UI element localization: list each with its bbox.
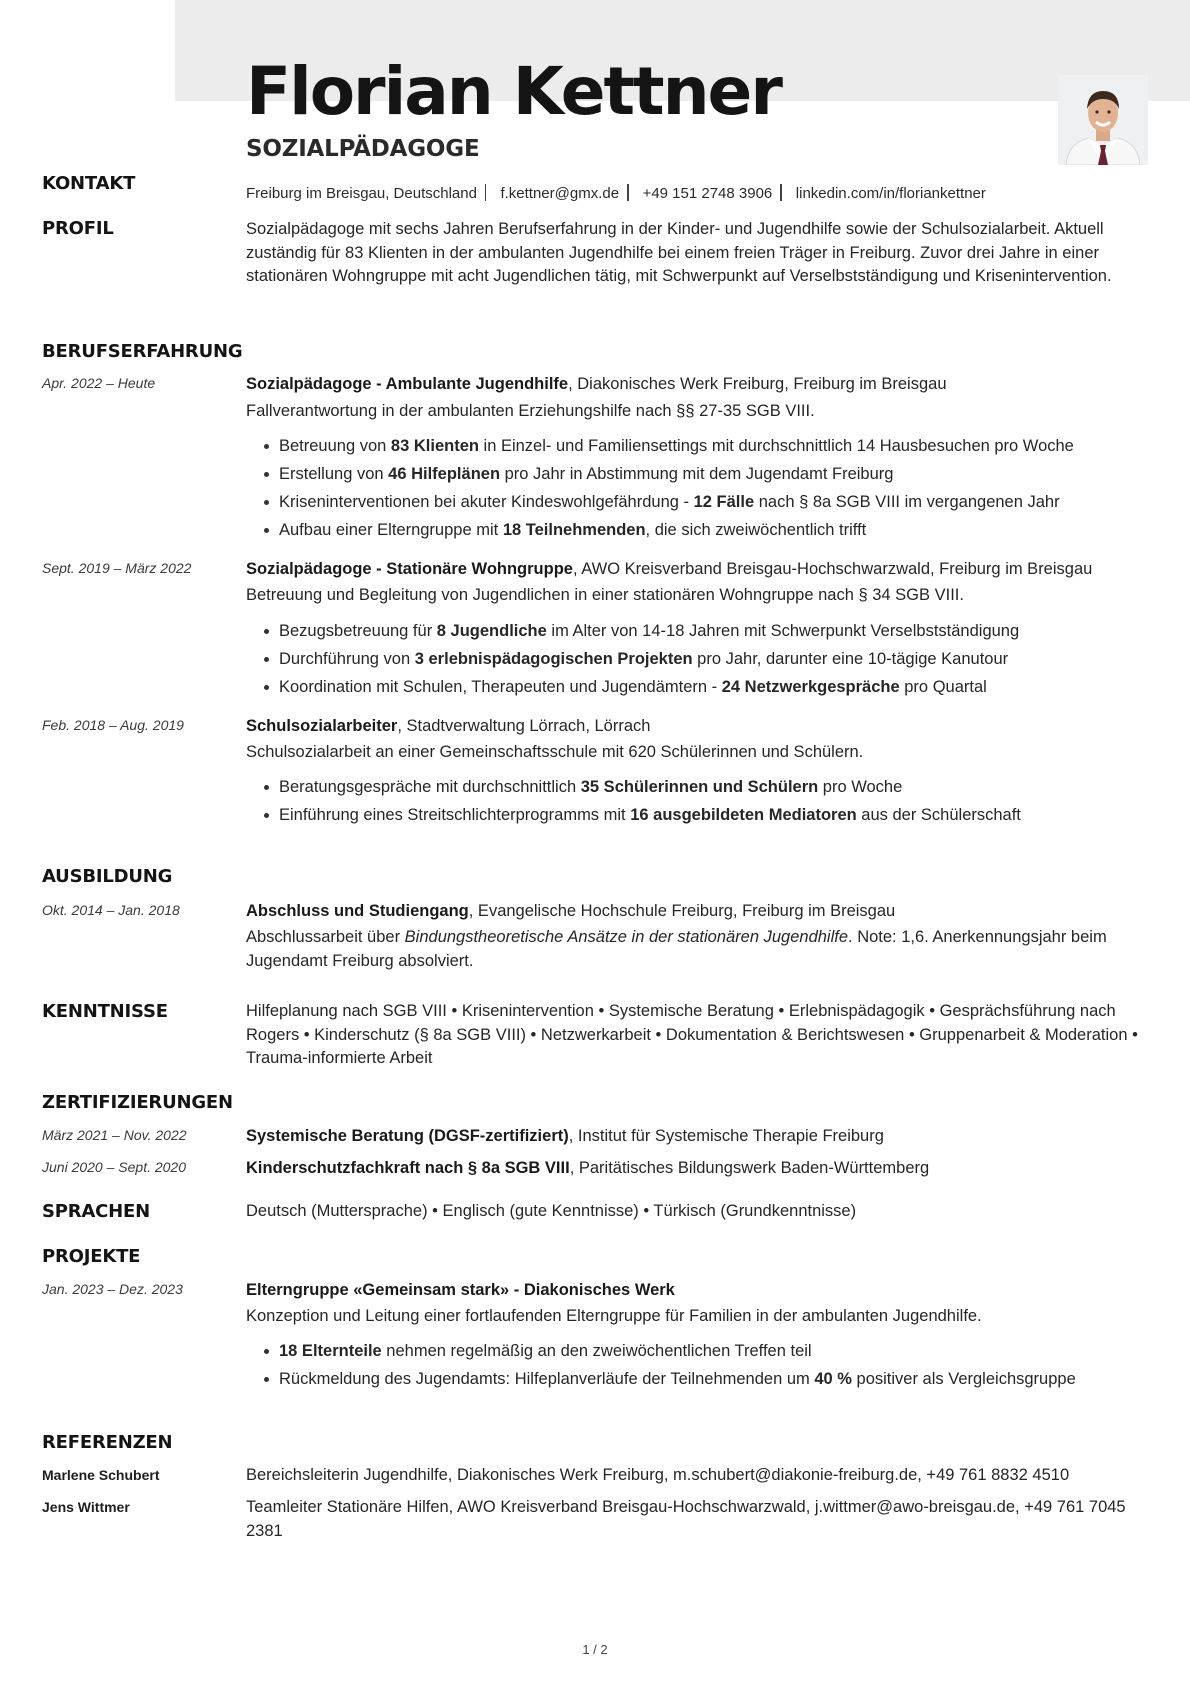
section-title-certifications: ZERTIFIZIERUNGEN <box>42 1092 233 1113</box>
education-title: Abschluss und Studiengang <box>246 902 469 920</box>
list-item <box>262 801 1162 829</box>
bullet-highlight: 40 % <box>814 1370 852 1388</box>
experience-org: , Stadtverwaltung Lörrach, Lörrach <box>397 717 651 735</box>
bullet-text: im Alter von 14-18 Jahren mit Schwerpunkt Verselbstständigung <box>546 622 1020 640</box>
bullet-text: , die sich zweiwöchentlich trifft <box>645 521 867 539</box>
experience-title: Sozialpädagoge - Ambulante Jugendhilfe <box>246 375 569 393</box>
bullet-text: Kriseninterventionen bei akuter Kindeswohlgefährdung - <box>279 493 694 511</box>
experience-description: Fallverantwortung in der ambulanten Erziehungshilfe nach §§ 27-35 SGB VIII. <box>246 402 815 420</box>
bullet-text: pro Jahr, darunter eine 10-tägige Kanutour <box>692 650 1009 668</box>
experience-org: , Diakonisches Werk Freiburg, Freiburg im Breisgau <box>568 375 947 393</box>
contact-divider <box>627 184 629 201</box>
project-heading <box>246 1279 1151 1303</box>
bullet-highlight: 12 Fälle <box>693 493 755 511</box>
section-title-languages: SPRACHEN <box>42 1201 150 1222</box>
page-number: 1 / 2 <box>582 1642 608 1657</box>
experience-title: Schulsozialarbeiter <box>246 717 398 735</box>
profile-photo <box>1058 75 1148 165</box>
bullet-text: pro Quartal <box>899 678 987 696</box>
contact-divider <box>485 184 487 201</box>
reference-details: Teamleiter Stationäre Hilfen, AWO Kreisverband Breisgau-Hochschwarzwald, j.wittmer@awo-breisgau.de, +49 761 7045 2381 <box>246 1498 1126 1540</box>
bullet-text: Betreuung von <box>279 437 391 455</box>
bullet-highlight: 83 Klienten <box>390 437 479 455</box>
experience-bullets <box>262 432 1162 544</box>
bullet-text: nach § 8a SGB VIII im vergangenen Jahr <box>754 493 1060 511</box>
education-desc-text: . Note: 1,6. Anerkennungsjahr beim Jugendamt Freiburg absolviert. <box>246 928 1107 970</box>
bullet-text: Einführung eines Streitschlichterprogramms mit <box>279 806 631 824</box>
section-title-skills: KENNTNISSE <box>42 1001 168 1022</box>
list-item <box>262 617 1162 645</box>
section-title-references: REFERENZEN <box>42 1432 173 1453</box>
experience-date: Apr. 2022 – Heute <box>42 375 156 391</box>
list-item <box>262 673 1162 701</box>
section-title-experience: BERUFSERFAHRUNG <box>42 341 243 362</box>
education-desc-text: Abschlussarbeit über <box>246 928 405 946</box>
bullet-text: Bezugsbetreuung für <box>279 622 437 640</box>
bullet-highlight: 18 Teilnehmenden <box>502 521 646 539</box>
section-title-profile: PROFIL <box>42 218 114 239</box>
experience-title: Sozialpädagoge - Stationäre Wohngruppe <box>246 560 573 578</box>
bullet-highlight: 35 Schülerinnen und Schülern <box>580 778 819 796</box>
education-heading <box>246 900 1151 924</box>
project-bullets <box>262 1337 1162 1393</box>
cert-date: März 2021 – Nov. 2022 <box>42 1127 187 1143</box>
bullet-text: pro Woche <box>818 778 903 796</box>
bullet-text: Rückmeldung des Jugendamts: Hilfeplanverläufe der Teilnehmenden um <box>279 1370 815 1388</box>
list-item <box>262 516 1162 544</box>
section-title-education: AUSBILDUNG <box>42 866 173 887</box>
languages-text: Deutsch (Muttersprache) • Englisch (gute Kenntnisse) • Türkisch (Grundkenntnisse) <box>246 1202 857 1220</box>
experience-bullets <box>262 773 1162 829</box>
profile-text: Sozialpädagoge mit sechs Jahren Berufserfahrung in der Kinder- und Jugendhilfe sowie der Schulsozialarbeit. Aktuell zuständig für 83 Klienten in der ambulanten Jugendhilfe bei einem freien Träger in Freiburg. Zuvor drei Jahre in einer stationären Wohngruppe mit acht Jugendlichen tätig, mit Schwerpunkt auf Verselbstständigung und Krisenintervention. <box>246 220 1112 285</box>
thesis-title: Bindungstheoretische Ansätze in der stationären Jugendhilfe <box>404 928 849 946</box>
experience-bullets <box>262 617 1162 701</box>
cert-org: , Institut für Systemische Therapie Freiburg <box>568 1127 884 1145</box>
portrait-photo-icon <box>1058 75 1148 165</box>
bullet-text: Erstellung von <box>279 465 389 483</box>
contact-line <box>246 184 986 202</box>
bullet-text: positiver als Vergleichsgruppe <box>851 1370 1076 1388</box>
experience-org: , AWO Kreisverband Breisgau-Hochschwarzwald, Freiburg im Breisgau <box>572 560 1093 578</box>
experience-heading <box>246 558 1151 582</box>
list-item <box>262 432 1162 460</box>
bullet-text: Durchführung von <box>279 650 415 668</box>
education-date: Okt. 2014 – Jan. 2018 <box>42 902 180 918</box>
section-title-contact: KONTAKT <box>42 173 136 194</box>
contact-location: Freiburg im Breisgau, Deutschland <box>246 185 477 202</box>
list-item <box>262 1365 1162 1393</box>
list-item <box>262 488 1162 516</box>
bullet-highlight: 16 ausgebildeten Mediatoren <box>630 806 857 824</box>
bullet-highlight: 8 Jugendliche <box>436 622 547 640</box>
cert-item <box>246 1125 1151 1149</box>
list-item <box>262 773 1162 801</box>
experience-date: Sept. 2019 – März 2022 <box>42 560 192 576</box>
candidate-name: Florian Kettner <box>246 53 781 130</box>
project-description: Konzeption und Leitung einer fortlaufenden Elterngruppe für Familien in der ambulanten Jugendhilfe. <box>246 1307 982 1325</box>
cert-title: Systemische Beratung (DGSF-zertifiziert) <box>246 1127 569 1145</box>
bullet-text: Aufbau einer Elterngruppe mit <box>279 521 503 539</box>
cert-item <box>246 1157 1151 1181</box>
experience-date: Feb. 2018 – Aug. 2019 <box>42 717 184 733</box>
contact-linkedin[interactable]: linkedin.com/in/floriankettner <box>795 185 986 202</box>
cert-date: Juni 2020 – Sept. 2020 <box>42 1159 187 1175</box>
bullet-text: nehmen regelmäßig an den zweiwöchentlichen Treffen teil <box>381 1342 812 1360</box>
experience-description: Betreuung und Begleitung von Jugendlichen in einer stationären Wohngruppe nach § 34 SGB VIII. <box>246 586 964 604</box>
skills-text: Hilfeplanung nach SGB VIII • Krisenintervention • Systemische Beratung • Erlebnispädagogik • Gesprächsführung nach Rogers • Kinderschutz (§ 8a SGB VIII) • Netzwerkarbeit • Dokumentation & Berichtswesen • Gruppenarbeit & Moderation • Trauma-informierte Arbeit <box>246 1002 1138 1067</box>
reference-details: Bereichsleiterin Jugendhilfe, Diakonisches Werk Freiburg, m.schubert@diakonie-freiburg.de, +49 761 8832 4510 <box>246 1466 1070 1484</box>
experience-heading <box>246 373 1151 397</box>
project-title: Elterngruppe «Gemeinsam stark» - Diakonisches Werk <box>246 1281 675 1299</box>
list-item <box>262 1337 1162 1365</box>
contact-divider <box>780 184 782 201</box>
bullet-highlight: 3 erlebnispädagogischen Projekten <box>414 650 693 668</box>
contact-phone[interactable]: +49 151 2748 3906 <box>642 185 773 202</box>
bullet-text: in Einzel- und Familiensettings mit durchschnittlich 14 Hausbesuchen pro Woche <box>478 437 1074 455</box>
project-date: Jan. 2023 – Dez. 2023 <box>42 1281 183 1297</box>
bullet-highlight: 46 Hilfeplänen <box>388 465 501 483</box>
reference-name: Marlene Schubert <box>42 1467 160 1483</box>
section-title-projects: PROJEKTE <box>42 1246 141 1267</box>
reference-name: Jens Wittmer <box>42 1499 130 1515</box>
contact-email[interactable]: f.kettner@gmx.de <box>500 185 620 202</box>
header <box>246 52 966 162</box>
list-item <box>262 460 1162 488</box>
cert-title: Kinderschutzfachkraft nach § 8a SGB VIII <box>246 1159 570 1177</box>
experience-description: Schulsozialarbeit an einer Gemeinschaftsschule mit 620 Schülerinnen und Schülern. <box>246 743 864 761</box>
bullet-highlight: 18 Elternteile <box>279 1342 382 1360</box>
list-item <box>262 645 1162 673</box>
cert-org: , Paritätisches Bildungswerk Baden-Württemberg <box>569 1159 930 1177</box>
education-description <box>246 926 1151 973</box>
bullet-text: pro Jahr in Abstimmung mit dem Jugendamt Freiburg <box>500 465 894 483</box>
education-org: , Evangelische Hochschule Freiburg, Freiburg im Breisgau <box>468 902 896 920</box>
bullet-text: Koordination mit Schulen, Therapeuten und Jugendämtern - <box>279 678 722 696</box>
candidate-role: SOZIALPÄDAGOGE <box>246 136 480 162</box>
bullet-text: Beratungsgespräche mit durchschnittlich <box>279 778 581 796</box>
bullet-highlight: 24 Netzwerkgespräche <box>721 678 900 696</box>
experience-heading <box>246 715 1151 739</box>
bullet-text: aus der Schülerschaft <box>856 806 1021 824</box>
